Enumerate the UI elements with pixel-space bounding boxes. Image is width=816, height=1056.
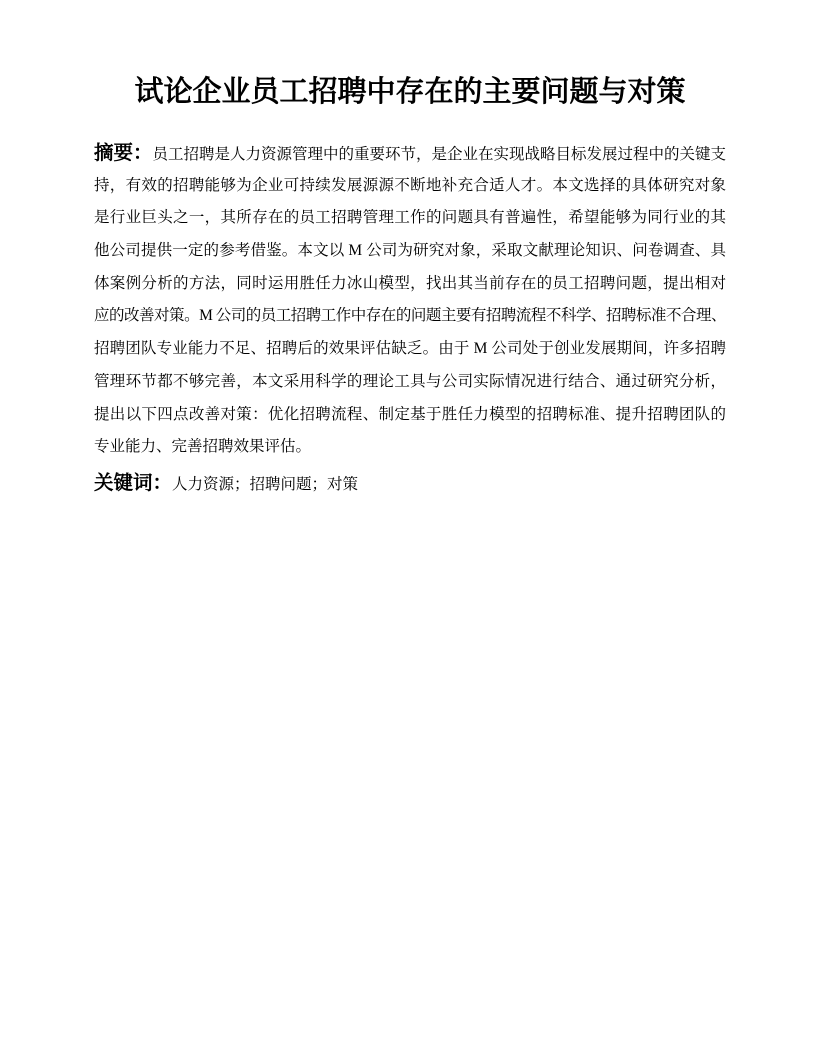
abstract-line [94, 399, 726, 432]
abstract-line [94, 235, 726, 268]
abstract-line-text: 体案例分析的方法，同时运用胜任力冰山模型，找出其当前存在的员工招聘问题，提出相对 [94, 274, 726, 292]
abstract-line-text: 员工招聘是人力资源管理中的重要环节，是企业在实现战略目标发展过程中的关键支 [152, 146, 727, 163]
page-content [94, 0, 726, 501]
abstract-line [94, 137, 726, 170]
abstract-line [94, 202, 726, 235]
abstract-line-text: 他公司提供一定的参考借鉴。本文以 M 公司为研究对象，采取文献理论知识、问卷调查、具 [94, 242, 726, 260]
abstract-line [94, 431, 726, 464]
abstract-line [94, 268, 726, 301]
abstract-line-text: 是行业巨头之一，其所存在的员工招聘管理工作的问题具有普遍性，希望能够为同行业的其 [94, 209, 726, 227]
abstract-label: 摘要： [94, 142, 153, 164]
abstract-line-text: 提出以下四点改善对策：优化招聘流程、制定基于胜任力模型的招聘标准、提升招聘团队的 [94, 405, 726, 423]
abstract-line-text: 招聘团队专业能力不足、招聘后的效果评估缺乏。由于 M 公司处于创业发展期间，许多招聘 [94, 340, 726, 358]
abstract-line-text: 管理环节都不够完善，本文采用科学的理论工具与公司实际情况进行结合、通过研究分析， [94, 372, 726, 390]
abstract-line-text: 持，有效的招聘能够为企业可持续发展源源不断地补充合适人才。本文选择的具体研究对象 [94, 176, 726, 194]
abstract-line [94, 366, 726, 399]
document-title: 试论企业员工招聘中存在的主要问题与对策 [134, 76, 686, 108]
abstract-line-text: 专业能力、完善招聘效果评估。 [94, 438, 312, 456]
abstract-line [94, 333, 726, 366]
keywords-label: 关键词： [94, 471, 173, 494]
abstract-line-text: 应的改善对策。M 公司的员工招聘工作中存在的问题主要有招聘流程不科学、招聘标准不合理、 [94, 307, 726, 325]
keywords-section [94, 467, 726, 501]
abstract-section [94, 137, 726, 464]
abstract-line [94, 170, 726, 203]
keywords-text: 人力资源；招聘问题；对策 [172, 475, 359, 493]
abstract-line [94, 300, 726, 333]
